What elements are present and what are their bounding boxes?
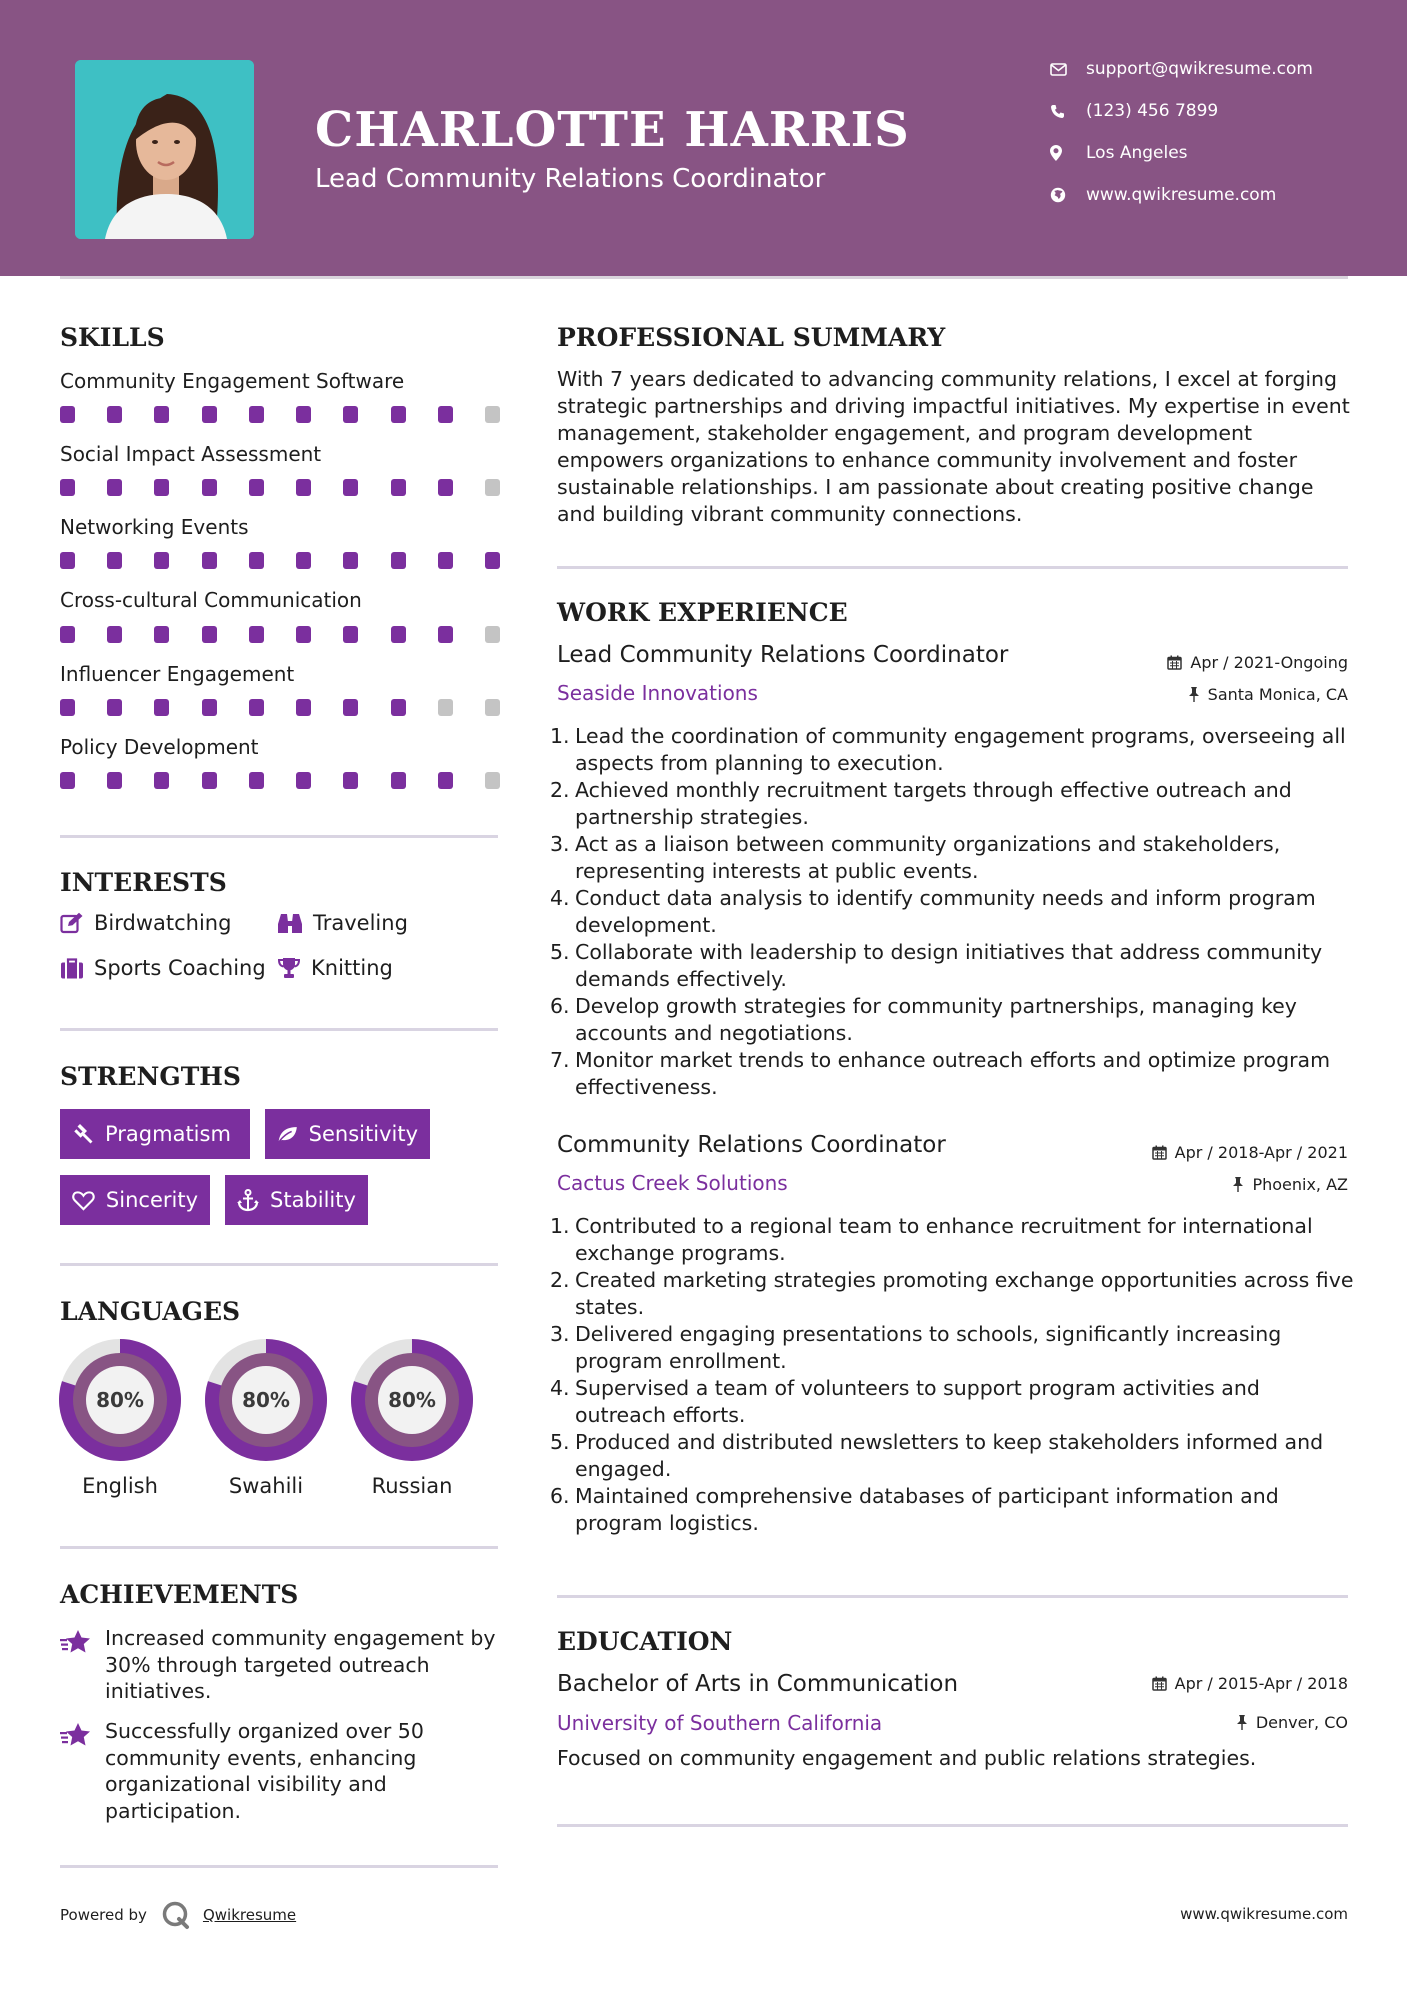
bullet-number: 3. [550, 1322, 570, 1346]
skill-dot-filled [296, 479, 311, 496]
achievement-item [60, 1625, 500, 1705]
job-bullet [550, 723, 1355, 777]
job-bullet [550, 993, 1355, 1047]
skill-dot-filled [154, 479, 169, 496]
skill-rating [60, 479, 500, 496]
skill-dot-empty [485, 406, 500, 423]
skill-rating [60, 626, 500, 643]
calendar-icon [1167, 655, 1182, 670]
skill-dot-filled [438, 552, 453, 569]
achievement-text: Successfully organized over 50 community events, enhancing organizational visibility and participation. [105, 1719, 424, 1823]
skill-dot-filled [60, 626, 75, 643]
pencil-square-icon [60, 912, 84, 934]
job-bullet [550, 939, 1355, 993]
gauge-percent-label: 80% [242, 1388, 290, 1412]
skill-dot-filled [296, 699, 311, 716]
education-location-text: Denver, CO [1255, 1713, 1348, 1732]
skill-name: Cross-cultural Communication [60, 588, 362, 612]
star-icon [60, 1722, 92, 1748]
achievement-item [60, 1718, 500, 1824]
interest-item [60, 911, 231, 935]
skill-dot-filled [107, 406, 122, 423]
skill-dot-filled [60, 772, 75, 789]
skill-dot-filled [202, 479, 217, 496]
candidate-title: Lead Community Relations Coordinator [315, 164, 826, 194]
bullet-text: Contributed to a regional team to enhance recruitment for international exchange programs. [575, 1214, 1313, 1265]
qwikresume-logo-icon [161, 1900, 191, 1930]
job-dates [1152, 1143, 1348, 1162]
skill-dot-filled [60, 479, 75, 496]
strength-tag [60, 1109, 250, 1159]
anchor-icon [237, 1189, 259, 1212]
globe-icon [1050, 187, 1066, 203]
phone-icon [1050, 104, 1065, 119]
bullet-number: 6. [550, 1484, 570, 1508]
contact-location-text: Los Angeles [1086, 143, 1188, 163]
candidate-name: CHARLOTTE HARRIS [315, 102, 910, 158]
bullet-text: Collaborate with leadership to design initiatives that address community demands effectively. [575, 940, 1323, 991]
pushpin-icon [1188, 687, 1200, 702]
location-pin-icon [1050, 145, 1062, 161]
interest-label: Traveling [313, 911, 408, 935]
company-name: Seaside Innovations [557, 681, 758, 705]
skill-dot-filled [391, 479, 406, 496]
leaf-icon [277, 1124, 298, 1144]
profile-photo [75, 60, 254, 239]
gavel-icon [72, 1123, 94, 1145]
skill-dot-empty [485, 699, 500, 716]
language-gauge-ring [58, 1338, 182, 1462]
job-bullets [550, 1213, 1355, 1537]
skill-dot-filled [296, 406, 311, 423]
skill-dot-filled [202, 772, 217, 789]
job-title: Lead Community Relations Coordinator [557, 642, 1009, 668]
skill-dot-filled [202, 406, 217, 423]
skill-dot-filled [343, 699, 358, 716]
skill-dot-filled [60, 406, 75, 423]
skill-dot-empty [485, 772, 500, 789]
section-divider [557, 1824, 1348, 1827]
skill-dot-filled [296, 772, 311, 789]
skill-dot-filled [107, 772, 122, 789]
skill-dot-filled [154, 406, 169, 423]
job-location-text: Phoenix, AZ [1252, 1175, 1348, 1194]
skill-dot-filled [485, 552, 500, 569]
skill-dot-filled [154, 552, 169, 569]
bullet-text: Achieved monthly recruitment targets through effective outreach and partnership strategies. [575, 778, 1292, 829]
contact-email-text: support@qwikresume.com [1086, 59, 1313, 79]
bullet-number: 4. [550, 886, 570, 910]
skill-dot-filled [107, 479, 122, 496]
trophy-icon [277, 957, 301, 979]
skill-dot-filled [343, 479, 358, 496]
bullet-number: 7. [550, 1048, 570, 1072]
job-bullet [550, 1429, 1355, 1483]
bullet-number: 5. [550, 940, 570, 964]
portrait-illustration [75, 60, 254, 239]
skill-dot-filled [107, 552, 122, 569]
job-bullet [550, 1375, 1355, 1429]
skill-rating [60, 406, 500, 423]
skill-dot-filled [438, 772, 453, 789]
skill-dot-empty [438, 699, 453, 716]
achievement-text: Increased community engagement by 30% through targeted outreach initiatives. [105, 1626, 496, 1703]
job-dates [1167, 653, 1348, 672]
interest-label: Sports Coaching [94, 956, 266, 980]
contact-location [1050, 138, 1370, 168]
bullet-text: Act as a liaison between community organizations and stakeholders, representing interests at public events. [575, 832, 1281, 883]
contact-phone[interactable] [1050, 96, 1370, 126]
section-divider [60, 835, 498, 838]
contact-email[interactable] [1050, 54, 1370, 84]
education-description: Focused on community engagement and public relations strategies. [557, 1746, 1257, 1770]
job-bullet [550, 1483, 1355, 1537]
contact-website-text: www.qwikresume.com [1086, 185, 1277, 205]
company-name: Cactus Creek Solutions [557, 1171, 788, 1195]
bullet-number: 2. [550, 778, 570, 802]
bullet-number: 3. [550, 832, 570, 856]
job-location [1232, 1175, 1348, 1194]
bullet-text: Conduct data analysis to identify community needs and inform program development. [575, 886, 1316, 937]
bullet-number: 1. [550, 1214, 570, 1238]
skill-dot-empty [485, 626, 500, 643]
achievements-heading: ACHIEVEMENTS [60, 1580, 299, 1609]
bullet-text: Created marketing strategies promoting exchange opportunities across five states. [575, 1268, 1354, 1319]
bullet-number: 2. [550, 1268, 570, 1292]
powered-by-text: Powered by [60, 1906, 147, 1924]
envelope-icon [1050, 63, 1067, 76]
job-bullet [550, 1321, 1355, 1375]
job-location-text: Santa Monica, CA [1207, 685, 1348, 704]
strength-label: Stability [270, 1188, 356, 1212]
section-divider [60, 1028, 498, 1031]
job-bullet [550, 1213, 1355, 1267]
language-gauge [204, 1338, 328, 1462]
skill-name: Community Engagement Software [60, 369, 405, 393]
bullet-text: Maintained comprehensive databases of participant information and program logistics. [575, 1484, 1279, 1535]
language-name: Swahili [228, 1474, 304, 1498]
section-divider [557, 1595, 1348, 1598]
skill-dot-filled [296, 626, 311, 643]
skill-dot-filled [343, 406, 358, 423]
binoculars-icon [277, 912, 303, 934]
skill-name: Influencer Engagement [60, 662, 295, 686]
interest-item [277, 911, 408, 935]
bullet-number: 1. [550, 724, 570, 748]
skill-dot-filled [202, 552, 217, 569]
language-name: Russian [371, 1474, 453, 1498]
bullet-number: 4. [550, 1376, 570, 1400]
interest-label: Knitting [311, 956, 393, 980]
skill-dot-filled [343, 772, 358, 789]
skill-dot-filled [249, 699, 264, 716]
degree-title: Bachelor of Arts in Communication [557, 1671, 959, 1697]
job-bullets [550, 723, 1355, 1101]
skill-dot-filled [391, 772, 406, 789]
strength-label: Pragmatism [105, 1122, 231, 1146]
section-divider [557, 566, 1348, 569]
skill-name: Networking Events [60, 515, 249, 539]
language-name: English [82, 1474, 158, 1498]
section-divider [60, 1546, 498, 1549]
education-heading: EDUCATION [557, 1627, 733, 1656]
skill-dot-filled [249, 552, 264, 569]
bullet-text: Produced and distributed newsletters to keep stakeholders informed and engaged. [575, 1430, 1324, 1481]
bullet-text: Lead the coordination of community engagement programs, overseeing all aspects from planning to execution. [575, 724, 1346, 775]
skill-dot-filled [438, 626, 453, 643]
experience-heading: WORK EXPERIENCE [557, 598, 848, 627]
strength-tag [60, 1175, 210, 1225]
job-title: Community Relations Coordinator [557, 1132, 946, 1158]
qwikresume-link[interactable]: Qwikresume [202, 1906, 297, 1924]
bullet-text: Supervised a team of volunteers to support program activities and outreach efforts. [575, 1376, 1260, 1427]
language-gauge [350, 1338, 474, 1462]
header-divider [60, 276, 1348, 279]
job-bullet [550, 885, 1355, 939]
job-bullet [550, 1267, 1355, 1321]
skill-dot-filled [60, 552, 75, 569]
language-gauge-ring [204, 1338, 328, 1462]
job-bullet [550, 831, 1355, 885]
skill-dot-filled [391, 552, 406, 569]
calendar-icon [1152, 1676, 1167, 1691]
skill-dot-empty [485, 479, 500, 496]
contact-phone-text: (123) 456 7899 [1086, 101, 1219, 121]
bullet-text: Delivered engaging presentations to schools, significantly increasing program enrollment. [575, 1322, 1282, 1373]
interests-heading: INTERESTS [60, 868, 227, 897]
strengths-heading: STRENGTHS [60, 1062, 241, 1091]
skill-dot-filled [249, 772, 264, 789]
skill-dot-filled [296, 552, 311, 569]
skill-rating [60, 552, 500, 569]
languages-heading: LANGUAGES [60, 1297, 241, 1326]
skill-rating [60, 699, 500, 716]
star-icon [60, 1629, 92, 1655]
skill-name: Policy Development [60, 735, 259, 759]
language-gauge-ring [350, 1338, 474, 1462]
school-name: University of Southern California [557, 1711, 883, 1735]
bullet-text: Monitor market trends to enhance outreach efforts and optimize program effectiveness. [575, 1048, 1331, 1099]
skill-dot-filled [249, 406, 264, 423]
strength-tag [225, 1175, 368, 1225]
job-location [1188, 685, 1348, 704]
calendar-icon [1152, 1145, 1167, 1160]
section-divider [60, 1865, 498, 1868]
interest-item [277, 956, 393, 980]
skill-dot-filled [202, 699, 217, 716]
briefcase-icon [60, 958, 84, 979]
education-dates [1152, 1674, 1348, 1693]
skill-dot-filled [391, 406, 406, 423]
strength-label: Sensitivity [308, 1122, 418, 1146]
skill-dot-filled [391, 626, 406, 643]
gauge-percent-label: 80% [96, 1388, 144, 1412]
bullet-number: 5. [550, 1430, 570, 1454]
job-bullet [550, 777, 1355, 831]
skills-heading: SKILLS [60, 323, 165, 352]
skill-dot-filled [343, 626, 358, 643]
footer-powered-by [60, 1900, 296, 1930]
strength-label: Sincerity [105, 1188, 198, 1212]
skill-dot-filled [343, 552, 358, 569]
skill-dot-filled [154, 699, 169, 716]
skill-dot-filled [107, 626, 122, 643]
section-divider [60, 1263, 498, 1266]
education-location [1236, 1713, 1348, 1732]
strength-tag [265, 1109, 430, 1159]
skill-dot-filled [154, 626, 169, 643]
interest-label: Birdwatching [94, 911, 232, 935]
bullet-text: Develop growth strategies for community partnerships, managing key accounts and negotiations. [575, 994, 1297, 1045]
summary-text: With 7 years dedicated to advancing community relations, I excel at forging strategic partnerships and driving impactful initiatives. My expertise in event management, stakeholder engagement, and program development empowers organizations to enhance community involvement and foster sustainable relationships. I am passionate about creating positive change and building vibrant community connections. [557, 367, 1350, 526]
interest-item [60, 956, 266, 980]
skill-dot-filled [391, 699, 406, 716]
skill-rating [60, 772, 500, 789]
skill-dot-filled [249, 626, 264, 643]
job-dates-text: Apr / 2018-Apr / 2021 [1174, 1143, 1348, 1162]
contact-website[interactable] [1050, 180, 1370, 210]
skill-dot-filled [154, 772, 169, 789]
language-gauge [58, 1338, 182, 1462]
skill-dot-filled [60, 699, 75, 716]
skill-dot-filled [438, 479, 453, 496]
gauge-percent-label: 80% [388, 1388, 436, 1412]
job-dates-text: Apr / 2021-Ongoing [1190, 653, 1348, 672]
pushpin-icon [1232, 1177, 1244, 1192]
skill-dot-filled [107, 699, 122, 716]
pushpin-icon [1236, 1715, 1248, 1730]
skill-name: Social Impact Assessment [60, 442, 322, 466]
footer-website[interactable]: www.qwikresume.com [1180, 1905, 1348, 1923]
skill-dot-filled [438, 406, 453, 423]
heart-icon [72, 1190, 95, 1211]
job-bullet [550, 1047, 1355, 1101]
summary-heading: PROFESSIONAL SUMMARY [557, 323, 946, 352]
skill-dot-filled [249, 479, 264, 496]
skill-dot-filled [202, 626, 217, 643]
bullet-number: 6. [550, 994, 570, 1018]
education-dates-text: Apr / 2015-Apr / 2018 [1174, 1674, 1348, 1693]
